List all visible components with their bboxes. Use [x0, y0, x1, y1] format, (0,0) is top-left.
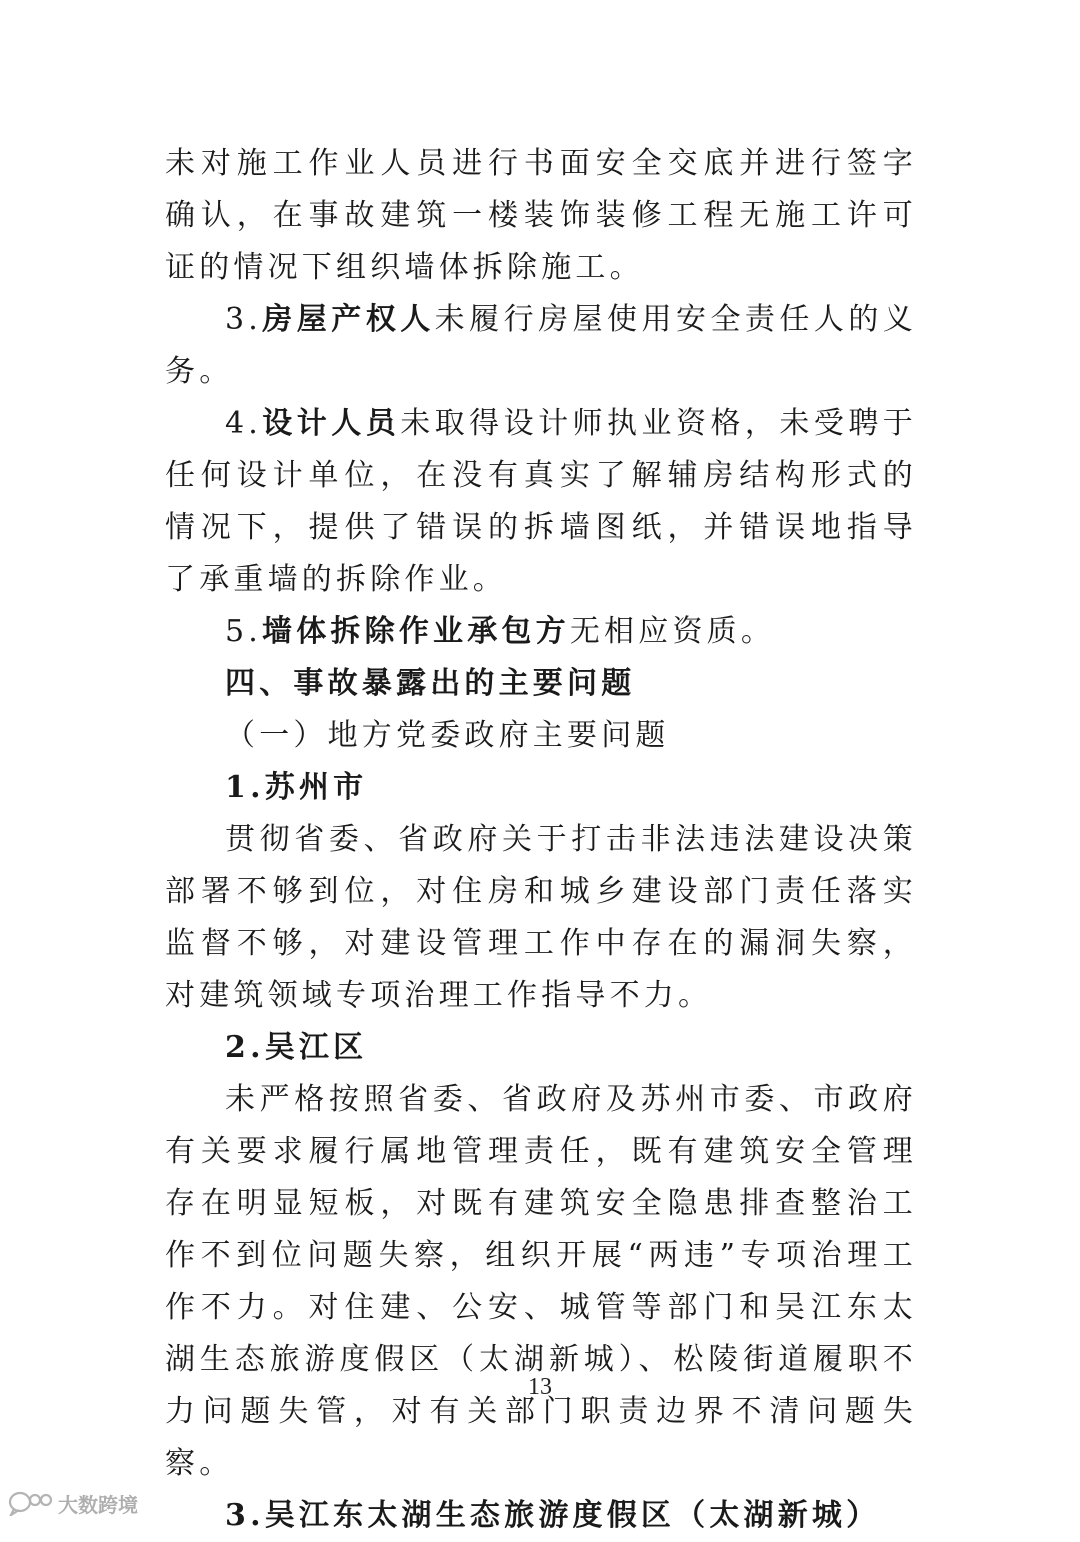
item-subject: 设计人员 [262, 406, 401, 441]
page-number: 13 [528, 1374, 552, 1400]
item-number: 3. [225, 302, 263, 337]
item-text: 未履行房屋使用安全责任人的义务。 [165, 302, 917, 389]
paragraph-item-4 [165, 398, 917, 606]
watermark-text: 大数跨境 [58, 1492, 138, 1517]
document-body [165, 138, 917, 1542]
subsection-heading: （一）地方党委政府主要问题 [225, 718, 670, 753]
item-number: 4. [225, 406, 263, 441]
paragraph-continuation: 未对施工作业人员进行书面安全交底并进行签字确认，在事故建筑一楼装饰装修工程无施工许可证的情况下组织墙体拆除施工。 [165, 146, 917, 285]
item-subject: 墙体拆除作业承包方 [262, 614, 570, 649]
item-heading-suzhou: 1.苏州市 [225, 770, 368, 805]
paragraph-wujiang: 未严格按照省委、省政府及苏州市委、市政府有关要求履行属地管理责任，既有建筑安全管理存在明显短板，对既有建筑安全隐患排查整治工作不到位问题失察，组织开展“两违”专项治理工作不力。对住建、公安、城管等部门和吴江东太湖生态旅游度假区（太湖新城）、松陵街道履职不力问题失管，对有关部门职责边界不清问题失察。 [165, 1082, 917, 1481]
section-heading: 四、事故暴露出的主要问题 [225, 666, 636, 701]
paragraph-suzhou: 贯彻省委、省政府关于打击非法违法建设决策部署不够到位，对住房和城乡建设部门责任落实监督不够，对建设管理工作中存在的漏洞失察，对建筑领域专项治理工作指导不力。 [165, 822, 917, 1013]
speech-bubble-logo-icon [8, 1490, 52, 1516]
paragraph-item-5 [165, 606, 917, 658]
item-heading-wujiang: 2.吴江区 [225, 1030, 368, 1065]
paragraph-item-3 [165, 294, 917, 398]
item-text: 无相应资质。 [569, 614, 776, 649]
item-text: 未取得设计师执业资格，未受聘于任何设计单位，在没有真实了解辅房结构形式的情况下，提供了错误的拆墙图纸，并错误地指导了承重墙的拆除作业。 [165, 406, 918, 597]
watermark [8, 1488, 138, 1518]
item-heading-taihu: 3.吴江东太湖生态旅游度假区（太湖新城） [225, 1498, 881, 1533]
item-number: 5. [225, 614, 263, 649]
item-subject: 房屋产权人 [262, 302, 435, 337]
